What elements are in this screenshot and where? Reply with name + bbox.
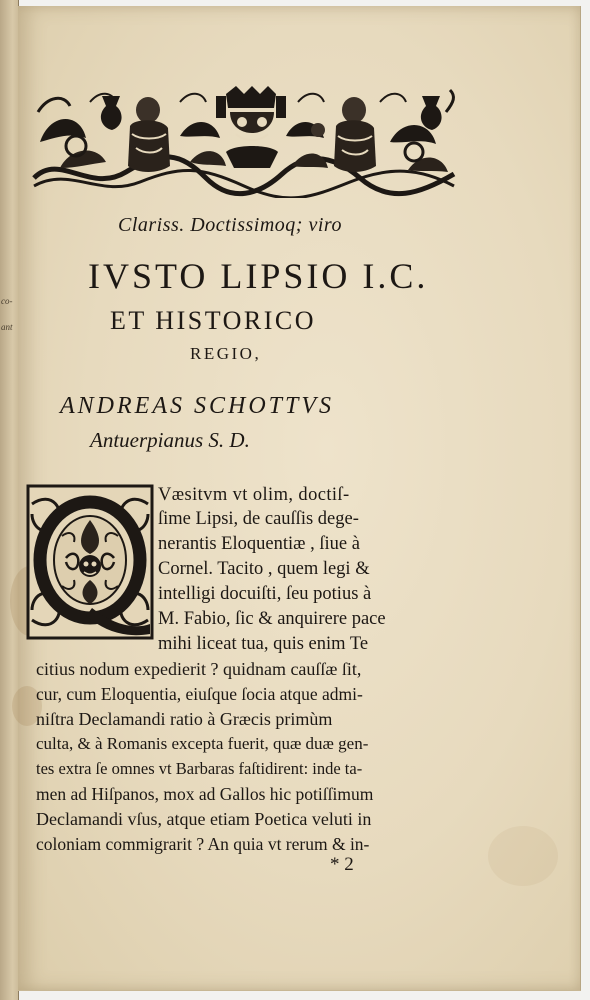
body-text-line: cur, cum Eloquentia, eiuſque ſocia atque admi-	[36, 684, 363, 704]
body-text-line: ſime Lipsi, de cauſſis dege-	[158, 509, 359, 529]
dedication-line: Clariss. Doctissimoq; viro	[118, 214, 342, 236]
body-text-line: men ad Hiſpanos, mox ad Gallos hic potiſſimum	[36, 784, 374, 804]
body-text-line: niſtra Declamandi ratio à Græcis primùm	[36, 709, 333, 729]
decorated-initial-q-icon	[26, 484, 154, 640]
body-text-line: M. Fabio, ſic & anquirere pace	[158, 609, 386, 629]
body-text-line: mihi liceat tua, quis enim Te	[158, 634, 369, 654]
author-name: ANDREAS SCHOTTVS	[60, 393, 335, 419]
margin-fragment: co-	[1, 296, 13, 306]
body-text-line: intelligi docuiſti, ſeu potius à	[158, 584, 372, 604]
page-stain	[488, 826, 558, 886]
floral-headpiece-ornament-icon	[30, 82, 458, 198]
body-text-line: Væsitvm vt olim, doctiſ-	[158, 485, 350, 505]
body-text-line: citius nodum expedierit ? quidnam cauſſæ ſit,	[36, 659, 362, 679]
body-text-line: Cornel. Tacito , quem legi &	[158, 559, 370, 579]
body-text-line: Declamandi vſus, atque etiam Poetica veluti in	[36, 809, 372, 829]
author-origin: Antuerpianus S. D.	[90, 428, 250, 452]
left-page-edge	[0, 0, 19, 1000]
signature-mark: * 2	[330, 854, 354, 875]
body-text-line: tes extra ſe omnes vt Barbaras faſtidirent: inde ta-	[36, 759, 363, 778]
recipient-title-line: ET HISTORICO	[110, 306, 316, 335]
recipient-title-line: REGIO,	[190, 344, 262, 363]
recipient-name: IVSTO LIPSIO I.C.	[88, 256, 429, 296]
body-text-line: culta, & à Romanis excepta fuerit, quæ duæ gen-	[36, 734, 369, 753]
margin-fragment: ant	[1, 322, 13, 332]
body-text-line: nerantis Eloquentiæ , ſiue à	[158, 534, 360, 554]
body-text-line: coloniam commigrarit ? An quia vt rerum & in-	[36, 834, 370, 854]
